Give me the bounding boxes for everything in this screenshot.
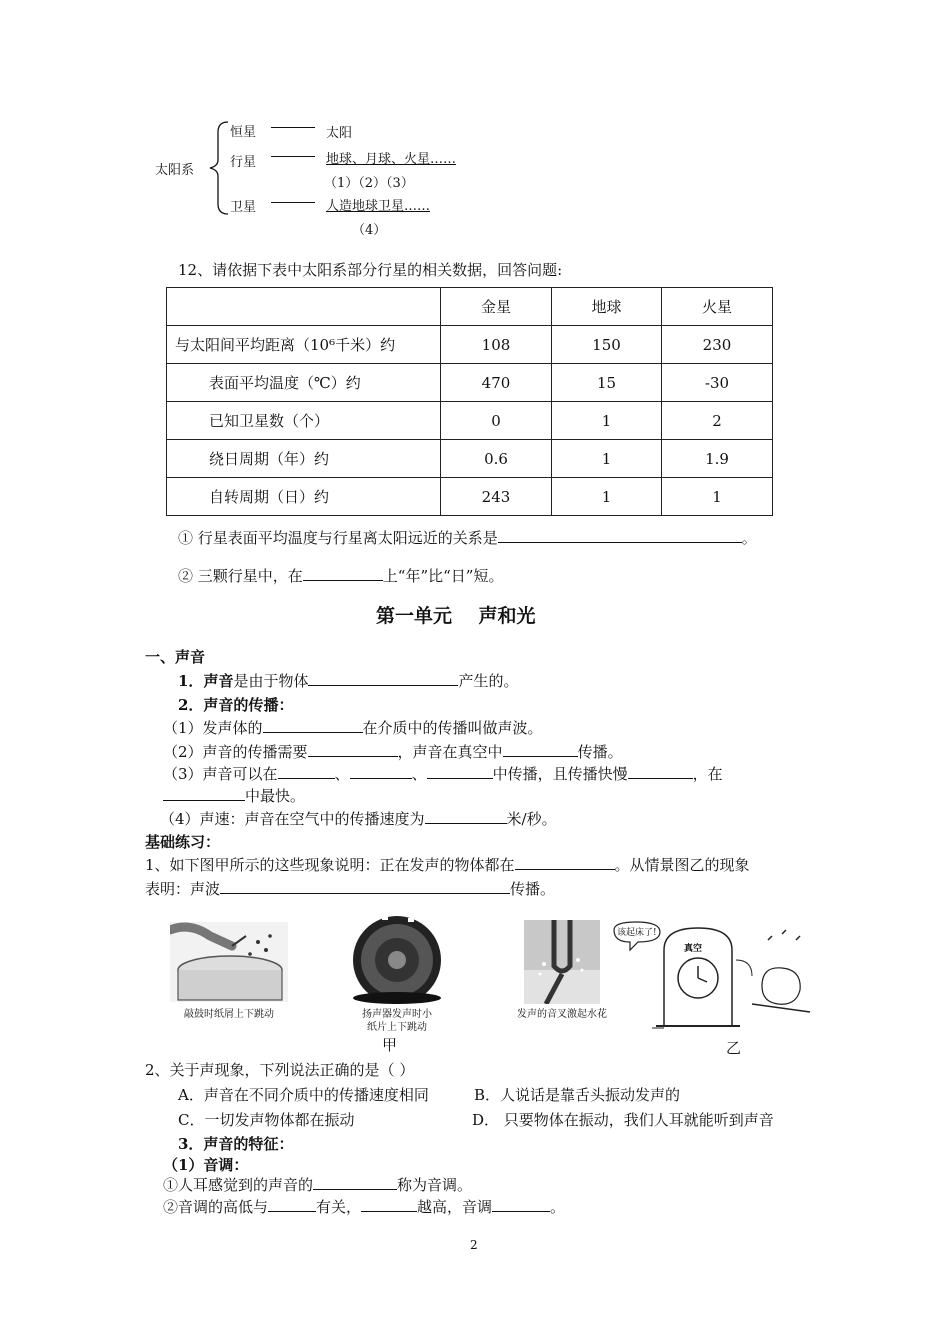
table-cell: -30 bbox=[662, 364, 773, 402]
answer-blank[interactable] bbox=[628, 764, 693, 779]
item-text: 传播。 bbox=[577, 743, 623, 761]
jar-label: 真空 bbox=[684, 944, 703, 954]
option-d[interactable]: D． 只要物体在振动，我们人耳就能听到声音 bbox=[472, 1111, 774, 1129]
page-number: 2 bbox=[470, 1238, 478, 1252]
answer-blank[interactable] bbox=[313, 1175, 397, 1190]
answer-blank[interactable] bbox=[503, 742, 578, 757]
item-text: 米/秒。 bbox=[506, 810, 557, 828]
item-text: 。从情景图乙的现象 bbox=[614, 856, 750, 874]
table-row bbox=[167, 364, 773, 402]
q12-prompt: 12、请依据下表中太阳系部分行星的相关数据，回答问题: bbox=[178, 261, 563, 279]
item-text: 是由于物体 bbox=[233, 672, 309, 690]
figure-label-a: 甲 bbox=[382, 1036, 398, 1054]
item-keyword: 声音 bbox=[203, 672, 234, 690]
sec3-line1 bbox=[163, 1174, 472, 1195]
option-b[interactable]: B．人说话是靠舌头振动发声的 bbox=[474, 1086, 681, 1104]
table-cell: 15 bbox=[552, 364, 662, 402]
item-text: （2）声音的传播需要 bbox=[163, 743, 308, 761]
table-cell: 1 bbox=[552, 478, 662, 516]
figure-caption: 扬声器发声时小 bbox=[362, 1009, 432, 1020]
item-p4 bbox=[160, 808, 557, 829]
answer-blank[interactable] bbox=[425, 809, 507, 824]
practice-q1-line2 bbox=[145, 878, 555, 899]
connector-line bbox=[271, 127, 315, 128]
item-2-heading: 2．声音的传播： bbox=[178, 696, 294, 714]
answer-blank[interactable] bbox=[492, 1197, 550, 1212]
table-header-cell: 地球 bbox=[552, 288, 662, 326]
table-cell: 2 bbox=[662, 402, 773, 440]
speaker-figure-icon bbox=[338, 910, 456, 1005]
section-heading: 3．声音的特征： bbox=[178, 1135, 294, 1153]
planet-label: 行星 bbox=[230, 155, 257, 170]
table-cell: 0.6 bbox=[441, 440, 552, 478]
table-cell: 0 bbox=[441, 402, 552, 440]
satellite-value: 人造地球卫星…… bbox=[326, 199, 431, 214]
option-a[interactable]: A．声音在不同介质中的传播速度相同 bbox=[178, 1086, 429, 1104]
item-text: 中最快。 bbox=[245, 787, 306, 805]
table-cell: 108 bbox=[441, 326, 552, 364]
table-cell: 230 bbox=[662, 326, 773, 364]
answer-blank[interactable] bbox=[515, 855, 615, 870]
section-heading: 一、声音 bbox=[145, 648, 206, 666]
item-number: 1． bbox=[178, 672, 204, 690]
star-value: 太阳 bbox=[326, 126, 353, 141]
table-cell: 1.9 bbox=[662, 440, 773, 478]
table-row bbox=[167, 402, 773, 440]
figure-caption: 敲鼓时纸屑上下跳动 bbox=[184, 1009, 274, 1020]
item-text: 传播。 bbox=[510, 880, 556, 898]
item-text: 有关， bbox=[316, 1198, 362, 1216]
item-text: ②音调的高低与 bbox=[163, 1198, 269, 1216]
satellite-label: 卫星 bbox=[230, 200, 257, 215]
item-text: 、 bbox=[411, 765, 427, 783]
item-text: （4）声速：声音在空气中的传播速度为 bbox=[160, 810, 425, 828]
row-label: 自转周期（日）约 bbox=[167, 478, 441, 516]
table-row bbox=[167, 326, 773, 364]
figure-label-b: 乙 bbox=[726, 1039, 742, 1057]
table-row bbox=[167, 440, 773, 478]
row-label: 已知卫星数（个） bbox=[167, 402, 441, 440]
sec3-line2 bbox=[163, 1196, 565, 1217]
item-p3-cont bbox=[163, 785, 305, 806]
item-text: 表明：声波 bbox=[145, 880, 221, 898]
connector-line bbox=[271, 202, 315, 203]
answer-blank[interactable] bbox=[268, 1197, 316, 1212]
row-label: 与太阳间平均距离（10⁶千米）约 bbox=[167, 326, 441, 364]
drum-figure-icon bbox=[170, 922, 288, 1002]
item-text: 在介质中的传播叫做声波。 bbox=[362, 719, 543, 737]
planet-value: 地球、月球、火星…… bbox=[326, 152, 457, 167]
item-p1 bbox=[163, 717, 543, 738]
answer-blank[interactable] bbox=[303, 566, 383, 581]
solar-root: 太阳系 bbox=[155, 163, 195, 178]
unit-title: 第一单元 声和光 bbox=[376, 605, 536, 627]
table-cell: 470 bbox=[441, 364, 552, 402]
connector-line bbox=[271, 156, 315, 157]
item-text: 。 bbox=[550, 1198, 566, 1216]
table-cell: 243 bbox=[441, 478, 552, 516]
item-text: ，在 bbox=[692, 765, 723, 783]
figure-caption: 发声的音叉激起水花 bbox=[517, 1009, 607, 1020]
item-text: 越高，音调 bbox=[417, 1198, 493, 1216]
table-row bbox=[167, 478, 773, 516]
answer-blank[interactable] bbox=[427, 764, 493, 779]
q12-sub1-end: 。 bbox=[741, 529, 757, 547]
item-1 bbox=[178, 670, 518, 691]
answer-blank[interactable] bbox=[350, 764, 412, 779]
item-text: 1、如下图甲所示的这些现象说明：正在发声的物体都在 bbox=[145, 856, 515, 874]
item-text: 中传播，且传播快慢 bbox=[492, 765, 628, 783]
item-text: 产生的。 bbox=[458, 672, 519, 690]
item-text: （3）声音可以在 bbox=[163, 765, 278, 783]
subsection-heading: （1）音调： bbox=[163, 1156, 249, 1174]
table-header-cell: 火星 bbox=[662, 288, 773, 326]
item-text: 、 bbox=[334, 765, 350, 783]
table-cell: 1 bbox=[552, 402, 662, 440]
item-p2 bbox=[163, 741, 623, 762]
q12-sub2-text: ② 三颗行星中，在 bbox=[178, 567, 303, 585]
table-cell: 1 bbox=[662, 478, 773, 516]
answer-blank[interactable] bbox=[498, 528, 742, 543]
item-text: 称为音调。 bbox=[397, 1176, 473, 1194]
row-label: 绕日周期（年）约 bbox=[167, 440, 441, 478]
practice-q2: 2、关于声现象，下列说法正确的是（ ） bbox=[145, 1061, 415, 1079]
answer-blank[interactable] bbox=[163, 786, 245, 801]
answer-blank[interactable] bbox=[220, 879, 510, 894]
answer-blank[interactable] bbox=[308, 671, 458, 686]
table-header-row bbox=[167, 288, 773, 326]
answer-blank[interactable] bbox=[278, 764, 335, 779]
answer-blank[interactable] bbox=[361, 1197, 417, 1212]
row-label: 表面平均温度（℃）约 bbox=[167, 364, 441, 402]
item-p3 bbox=[163, 763, 723, 784]
item-text: ①人耳感觉到的声音的 bbox=[163, 1176, 314, 1194]
q12-sub1-text: ① 行星表面平均温度与行星离太阳远近的关系是 bbox=[178, 529, 498, 547]
q12-sub2-end: 上“年”比“日”短。 bbox=[382, 567, 504, 585]
satellite-sub: （4） bbox=[352, 223, 387, 238]
tuning-fork-figure-icon bbox=[524, 920, 600, 1004]
item-text: （1）发声体的 bbox=[163, 719, 263, 737]
answer-blank[interactable] bbox=[308, 742, 398, 757]
practice-heading: 基础练习： bbox=[145, 833, 221, 851]
q12-sub1 bbox=[178, 527, 757, 548]
table-cell: 1 bbox=[552, 440, 662, 478]
table-header-cell bbox=[167, 288, 441, 326]
q12-sub2 bbox=[178, 565, 503, 586]
option-c[interactable]: C．一切发声物体都在振动 bbox=[178, 1111, 355, 1129]
item-text: ，声音在真空中 bbox=[397, 743, 503, 761]
answer-blank[interactable] bbox=[263, 718, 363, 733]
table-cell: 150 bbox=[552, 326, 662, 364]
practice-q1-line1 bbox=[145, 854, 750, 875]
table-header-cell: 金星 bbox=[441, 288, 552, 326]
planet-table bbox=[166, 287, 773, 516]
bubble-text: 该起床了! bbox=[617, 928, 657, 938]
planet-sub: （1）（2）（3） bbox=[324, 176, 414, 191]
star-label: 恒星 bbox=[230, 125, 257, 140]
figure-caption: 纸片上下跳动 bbox=[367, 1022, 427, 1033]
